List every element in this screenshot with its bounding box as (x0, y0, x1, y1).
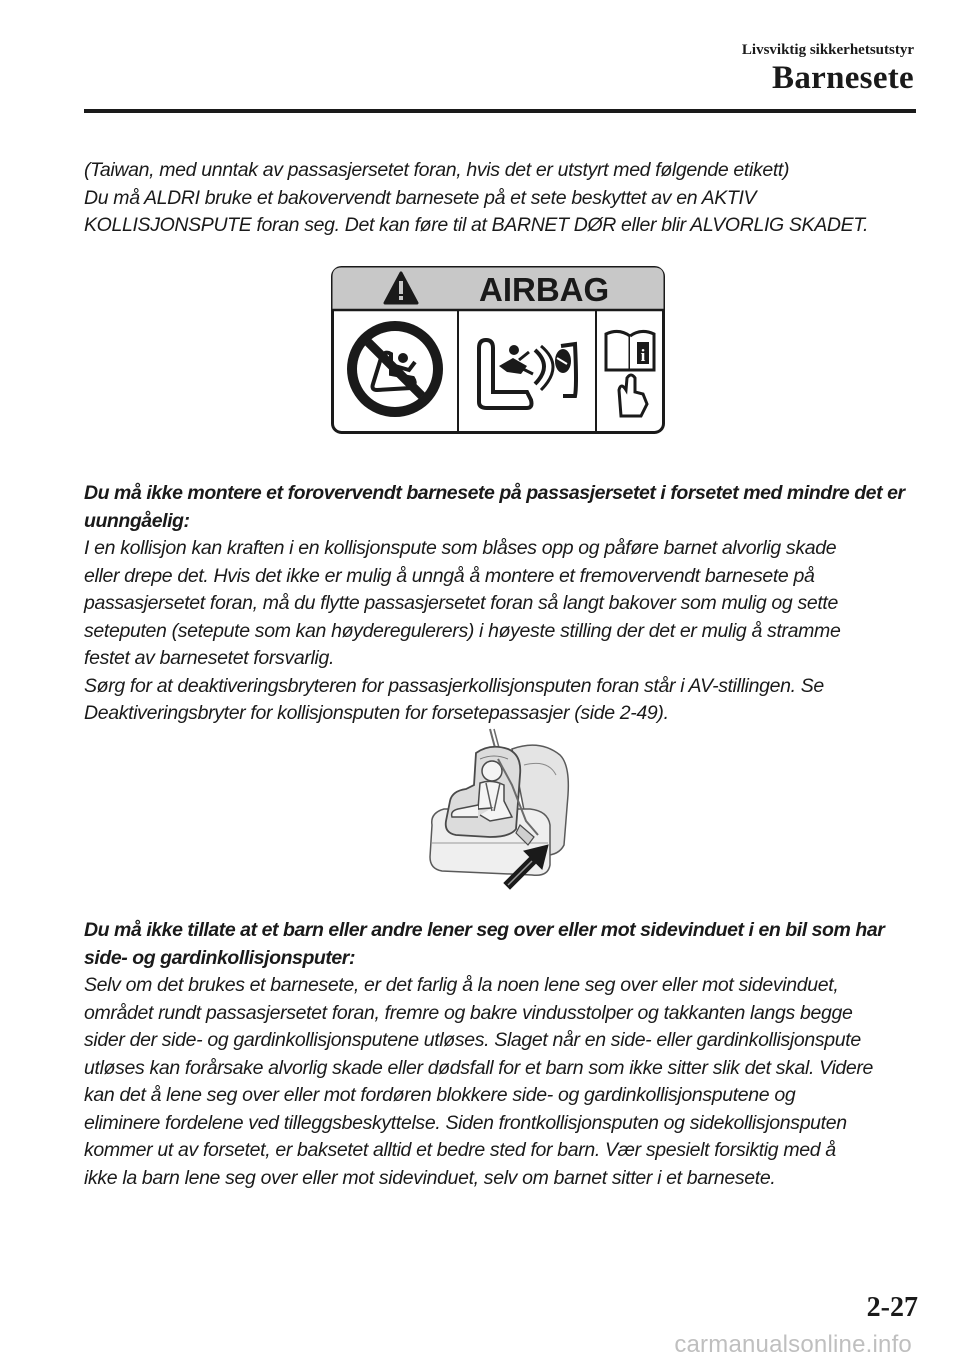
airbag-warning-label (331, 266, 665, 434)
side-window-warning (84, 917, 920, 1192)
warning-body-line: Selv om det brukes et barnesete, er det farlig å la noen lene seg over eller mot sidevinduet, (84, 974, 839, 996)
warning-body-line: eller drepe det. Hvis det ikke er mulig å unngå å montere et fremovervendt barnesete på (84, 564, 815, 587)
warning-body-line: seteputen (setepute som kan høyderegulerers) i høyeste stilling der det er mulig å stramme (84, 619, 841, 642)
intro-line: (Taiwan, med unntak av passasjersetet foran, hvis det er utstyrt med følgende etikett) (84, 159, 790, 181)
header-divider (84, 109, 916, 113)
warning-body-line: kan det å lene seg over eller mot fordøren blokkere side- og gardinkollisjonsputene og (84, 1084, 796, 1106)
warning-body-line: området rundt passasjersetet foran, fremre og bakre vindusstolper og takkanten langs begge (84, 1001, 853, 1024)
warning-body-line: festet av barnesetet forsvarlig. (84, 647, 335, 669)
intro-warning (84, 157, 920, 240)
warning-body-line: kommer ut av forsetet, er baksetet alltid et bedre sted for barn. Vær spesielt forsiktig med å (84, 1139, 836, 1161)
warning-heading: Du må ikke montere et forovervendt barnesete på passasjersetet i forsetet med mindre det er (84, 482, 905, 504)
warning-body-line: I en kollisjon kan kraften i en kollisjonspute som blåses opp og påføre barnet alvorlig skade (84, 537, 837, 559)
info-glyph: i (640, 346, 646, 365)
warning-body-line: eliminere fordelene ved tilleggsbeskyttelse. Siden frontkollisjonsputen og sidekollisjonsputen (84, 1111, 847, 1134)
section-name: Livsviktig sikkerhetsutstyr (741, 42, 914, 58)
warning-body-line: utløses kan forårsake alvorlig skade eller dødsfall for et barn som ikke sitter slik det skal. Videre (84, 1056, 874, 1079)
warning-body-line: ikke la barn lene seg over eller mot sidevinduet, selv om barnet sitter i et barnesete. (84, 1166, 776, 1189)
child-seat-illustration-graphic (420, 725, 580, 893)
warning-body-line: Sørg for at deaktiveringsbryteren for passasjerkollisjonsputen foran står i AV-stillingen. Se (84, 674, 824, 697)
airbag-label-title: AIRBAG (479, 271, 610, 308)
warning-heading: side- og gardinkollisjonsputer: (84, 946, 355, 969)
intro-line: Du må ALDRI bruke et bakovervendt barnesete på et sete beskyttet av en AKTIV (84, 186, 757, 209)
warning-heading: Du må ikke tillate at et barn eller andre lener seg over eller mot sidevinduet i en bil som har (84, 919, 885, 941)
warning-body-line: sider der side- og gardinkollisjonsputene utløses. Slaget når en side- eller gardinkollisjonspute (84, 1029, 861, 1051)
forward-facing-seat-warning (84, 480, 920, 728)
watermark: carmanualsonline.info (674, 1331, 912, 1358)
intro-line: KOLLISJONSPUTE foran seg. Det kan føre til at BARNET DØR eller blir ALVORLIG SKADET. (84, 214, 869, 236)
child-seat-illustration (420, 725, 580, 893)
page-number: 2-27 (866, 1292, 918, 1323)
page-title: Barnesete (772, 60, 914, 96)
warning-body-line: passasjersetet foran, må du flytte passasjersetet foran så langt bakover som mulig og sette (84, 592, 838, 614)
airbag-label-graphic (331, 266, 665, 434)
warning-body-line: Deaktiveringsbryter for kollisjonsputen for forsetepassasjer (side 2-49). (84, 702, 669, 724)
no-rear-facing-seat-icon (347, 321, 443, 417)
warning-heading: uunngåelig: (84, 509, 190, 532)
